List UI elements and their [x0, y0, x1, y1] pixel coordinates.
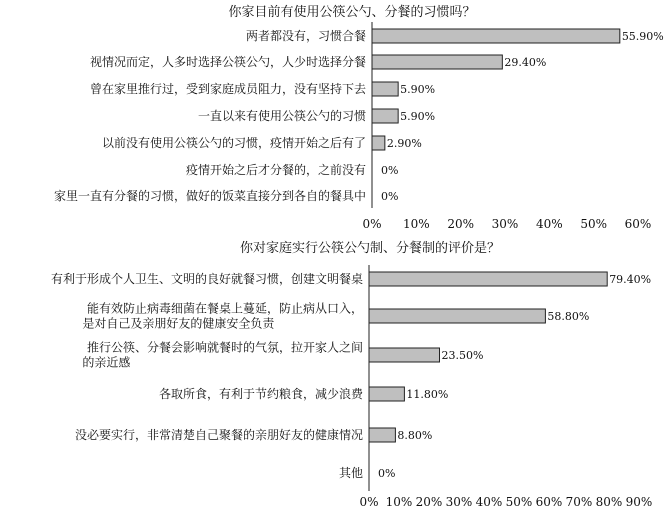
category-label: 一直以来有使用公筷公勺的习惯 — [197, 109, 366, 123]
category-label: 有利于形成个人卫生、文明的良好就餐习惯，创建文明餐桌 — [50, 272, 363, 286]
category-label: 没必要实行，非常清楚自己聚餐的亲朋好友的健康情况 — [74, 428, 363, 442]
category-label: 视情况而定，人多时选择公筷公勺，人少时选择分餐 — [89, 55, 366, 69]
bar — [372, 29, 620, 43]
category-label: 其他 — [338, 466, 363, 480]
x-tick-label: 60% — [535, 495, 563, 509]
bar — [372, 55, 502, 69]
x-tick-label: 50% — [580, 217, 608, 231]
x-tick-label: 80% — [595, 495, 623, 509]
data-label: 55.90% — [621, 30, 664, 43]
x-tick-label: 20% — [415, 495, 443, 509]
category-label: 能有效防止病毒细菌在餐桌上蔓延，防止病从口入， — [86, 301, 363, 316]
data-label: 5.90% — [400, 83, 436, 96]
x-tick-label: 0% — [362, 217, 382, 231]
bar — [369, 387, 404, 401]
chart-title: 你家目前有使用公筷公勺、分餐的习惯吗？ — [228, 5, 476, 20]
x-tick-label: 50% — [505, 495, 533, 509]
bar — [369, 428, 395, 442]
bar — [369, 272, 607, 286]
x-tick-label: 40% — [475, 495, 503, 509]
category-label: 疫情开始之后才分餐的，之前没有 — [185, 163, 366, 177]
bar — [369, 309, 545, 323]
category-label: 的亲近感 — [82, 355, 131, 370]
data-label: 58.80% — [547, 310, 590, 323]
category-label: 家里一直有分餐的习惯，做好的饭菜直接分到各自的餐具中 — [53, 189, 366, 203]
data-label: 23.50% — [441, 349, 484, 362]
bar — [372, 82, 398, 96]
x-tick-label: 10% — [402, 217, 430, 231]
x-tick-label: 20% — [447, 217, 475, 231]
bar — [372, 109, 398, 123]
x-tick-label: 0% — [359, 495, 379, 509]
bar — [372, 136, 385, 150]
x-tick-label: 30% — [491, 217, 519, 231]
category-label: 两者都没有，习惯合餐 — [245, 29, 366, 43]
category-label: 是对自己及亲朋好友的健康安全负责 — [82, 316, 275, 331]
data-label: 0% — [378, 467, 396, 480]
data-label: 5.90% — [400, 110, 436, 123]
data-label: 79.40% — [609, 273, 652, 286]
bar — [369, 348, 440, 362]
category-label: 以前没有使用公筷公勺的习惯，疫情开始之后有了 — [101, 136, 366, 150]
x-tick-label: 90% — [625, 495, 653, 509]
x-tick-label: 30% — [445, 495, 473, 509]
x-tick-label: 10% — [385, 495, 413, 509]
x-tick-label: 70% — [565, 495, 593, 509]
category-label: 曾在家里推行过，受到家庭成员阻力，没有坚持下去 — [89, 82, 366, 96]
data-label: 8.80% — [397, 429, 433, 442]
x-tick-label: 60% — [624, 217, 652, 231]
chart-title: 你对家庭实行公筷公勺制、分餐制的评价是？ — [239, 241, 501, 256]
category-label: 推行公筷、分餐会影响就餐时的气氛，拉开家人之间 — [86, 340, 363, 355]
data-label: 11.80% — [406, 388, 449, 401]
data-label: 0% — [381, 190, 399, 203]
data-label: 29.40% — [504, 56, 547, 69]
data-label: 0% — [381, 164, 399, 177]
category-label: 各取所食，有利于节约粮食，减少浪费 — [158, 387, 363, 401]
x-tick-label: 40% — [535, 217, 563, 231]
data-label: 2.90% — [386, 137, 422, 150]
